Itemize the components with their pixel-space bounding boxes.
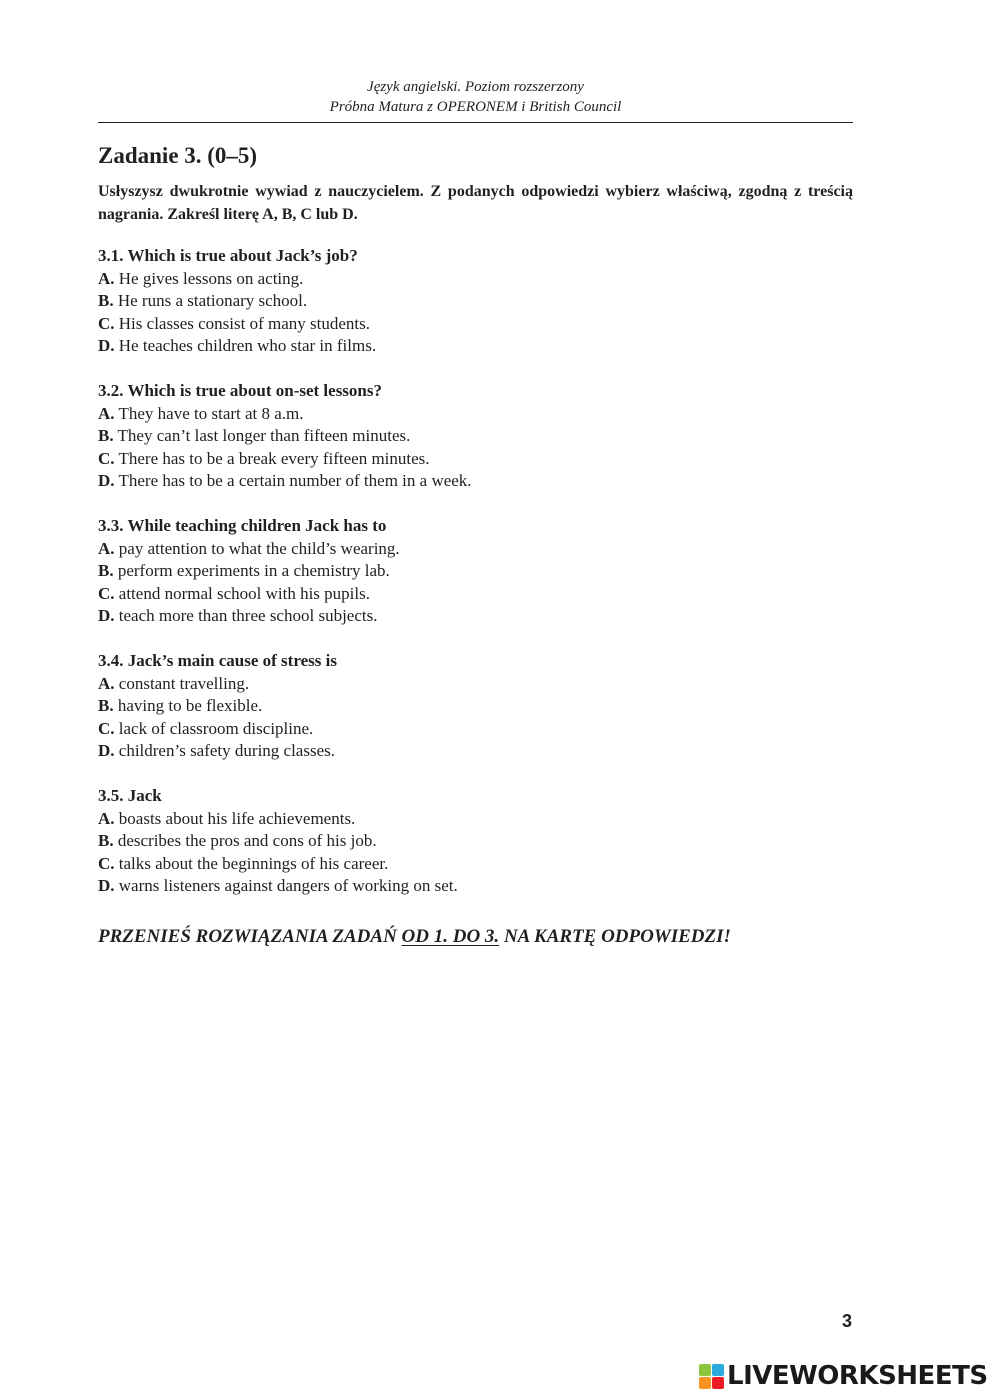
answer-option[interactable] bbox=[98, 470, 853, 493]
answer-option[interactable] bbox=[98, 740, 853, 763]
option-letter: D. bbox=[98, 606, 115, 625]
option-text: having to be flexible. bbox=[117, 696, 263, 715]
answer-option[interactable] bbox=[98, 605, 853, 628]
option-letter: D. bbox=[98, 876, 115, 895]
question-block bbox=[98, 650, 853, 785]
question-block bbox=[98, 785, 853, 920]
option-letter: C. bbox=[98, 853, 115, 873]
question-block bbox=[98, 515, 853, 650]
answer-option[interactable] bbox=[98, 335, 853, 358]
option-text: There has to be a break every fifteen minutes. bbox=[118, 448, 430, 468]
header-subject: Język angielski. Poziom rozszerzony bbox=[367, 79, 584, 95]
question-block bbox=[98, 380, 853, 515]
option-letter: B. bbox=[98, 561, 114, 580]
option-letter: A. bbox=[98, 403, 115, 423]
option-letter: B. bbox=[98, 291, 114, 310]
page-header bbox=[98, 77, 853, 117]
answer-option[interactable] bbox=[98, 830, 853, 853]
task-title: Zadanie 3. (0–5) bbox=[98, 143, 258, 168]
answer-option[interactable] bbox=[98, 718, 853, 741]
option-text: lack of classroom discipline. bbox=[118, 718, 314, 738]
option-text: They can’t last longer than fifteen minutes. bbox=[117, 426, 411, 445]
question-text: 3.2. Which is true about on-set lessons? bbox=[98, 381, 382, 400]
option-letter: B. bbox=[98, 426, 114, 445]
transfer-suffix: NA KARTĘ ODPOWIEDZI! bbox=[499, 926, 731, 947]
page-number: 3 bbox=[842, 1311, 853, 1331]
option-text: attend normal school with his pupils. bbox=[118, 583, 370, 603]
option-text: There has to be a certain number of them in a week. bbox=[118, 471, 472, 490]
option-text: teach more than three school subjects. bbox=[118, 606, 378, 625]
option-letter: A. bbox=[98, 673, 115, 693]
option-letter: D. bbox=[98, 741, 115, 760]
answer-option[interactable] bbox=[98, 560, 853, 583]
option-letter: B. bbox=[98, 831, 114, 850]
answer-option[interactable] bbox=[98, 695, 853, 718]
question-text: 3.3. While teaching children Jack has to bbox=[98, 516, 387, 535]
option-text: boasts about his life achievements. bbox=[118, 808, 356, 828]
question-text: 3.1. Which is true about Jack’s job? bbox=[98, 246, 358, 265]
question-text: 3.5. Jack bbox=[98, 786, 162, 805]
answer-option[interactable] bbox=[98, 448, 853, 471]
answer-option[interactable] bbox=[98, 290, 853, 313]
logo-tile-orange bbox=[699, 1377, 711, 1389]
transfer-instruction bbox=[98, 924, 731, 950]
option-text: constant travelling. bbox=[118, 673, 250, 693]
task-instructions: Usłyszysz dwukrotnie wywiad z nauczycielem. Z podanych odpowiedzi wybierz właściwą, zgodną z treścią nagrania. Zakreśl literę A, B, C lub D. bbox=[98, 183, 853, 223]
option-text: warns listeners against dangers of working on set. bbox=[118, 876, 458, 895]
header-exam: Próbna Matura z OPERONEM i British Council bbox=[329, 99, 622, 115]
answer-option[interactable] bbox=[98, 673, 853, 696]
answer-option[interactable] bbox=[98, 313, 853, 336]
question-list bbox=[98, 245, 853, 920]
option-text: talks about the beginnings of his career. bbox=[118, 853, 389, 873]
option-letter: C. bbox=[98, 718, 115, 738]
transfer-range: OD 1. DO 3. bbox=[401, 926, 500, 947]
answer-option[interactable] bbox=[98, 538, 853, 561]
answer-option[interactable] bbox=[98, 583, 853, 606]
logo-tile-red bbox=[712, 1377, 724, 1389]
answer-option[interactable] bbox=[98, 875, 853, 898]
option-letter: C. bbox=[98, 313, 115, 333]
header-divider bbox=[98, 122, 853, 123]
option-text: His classes consist of many students. bbox=[118, 313, 370, 333]
answer-option[interactable] bbox=[98, 808, 853, 831]
option-text: pay attention to what the child’s wearing. bbox=[118, 538, 400, 558]
option-letter: C. bbox=[98, 583, 115, 603]
option-letter: B. bbox=[98, 696, 114, 715]
question-block bbox=[98, 245, 853, 380]
liveworksheets-logo-icon bbox=[699, 1364, 724, 1389]
logo-tile-blue bbox=[712, 1364, 724, 1376]
option-text: He teaches children who star in films. bbox=[118, 336, 377, 355]
answer-option[interactable] bbox=[98, 403, 853, 426]
answer-option[interactable] bbox=[98, 268, 853, 291]
option-letter: A. bbox=[98, 268, 115, 288]
question-text: 3.4. Jack’s main cause of stress is bbox=[98, 651, 337, 670]
option-letter: C. bbox=[98, 448, 115, 468]
option-text: children’s safety during classes. bbox=[118, 741, 335, 760]
option-text: He runs a stationary school. bbox=[117, 291, 308, 310]
option-text: They have to start at 8 a.m. bbox=[118, 403, 304, 423]
option-letter: A. bbox=[98, 538, 115, 558]
option-text: He gives lessons on acting. bbox=[118, 268, 304, 288]
logo-tile-green bbox=[699, 1364, 711, 1376]
option-text: perform experiments in a chemistry lab. bbox=[117, 561, 390, 580]
option-text: describes the pros and cons of his job. bbox=[117, 831, 377, 850]
liveworksheets-wordmark: LIVEWORKSHEETS bbox=[727, 1361, 988, 1391]
answer-option[interactable] bbox=[98, 425, 853, 448]
liveworksheets-watermark[interactable] bbox=[699, 1361, 988, 1391]
option-letter: D. bbox=[98, 336, 115, 355]
option-letter: A. bbox=[98, 808, 115, 828]
transfer-prefix: PRZENIEŚ ROZWIĄZANIA ZADAŃ bbox=[98, 926, 402, 947]
answer-option[interactable] bbox=[98, 853, 853, 876]
option-letter: D. bbox=[98, 471, 115, 490]
